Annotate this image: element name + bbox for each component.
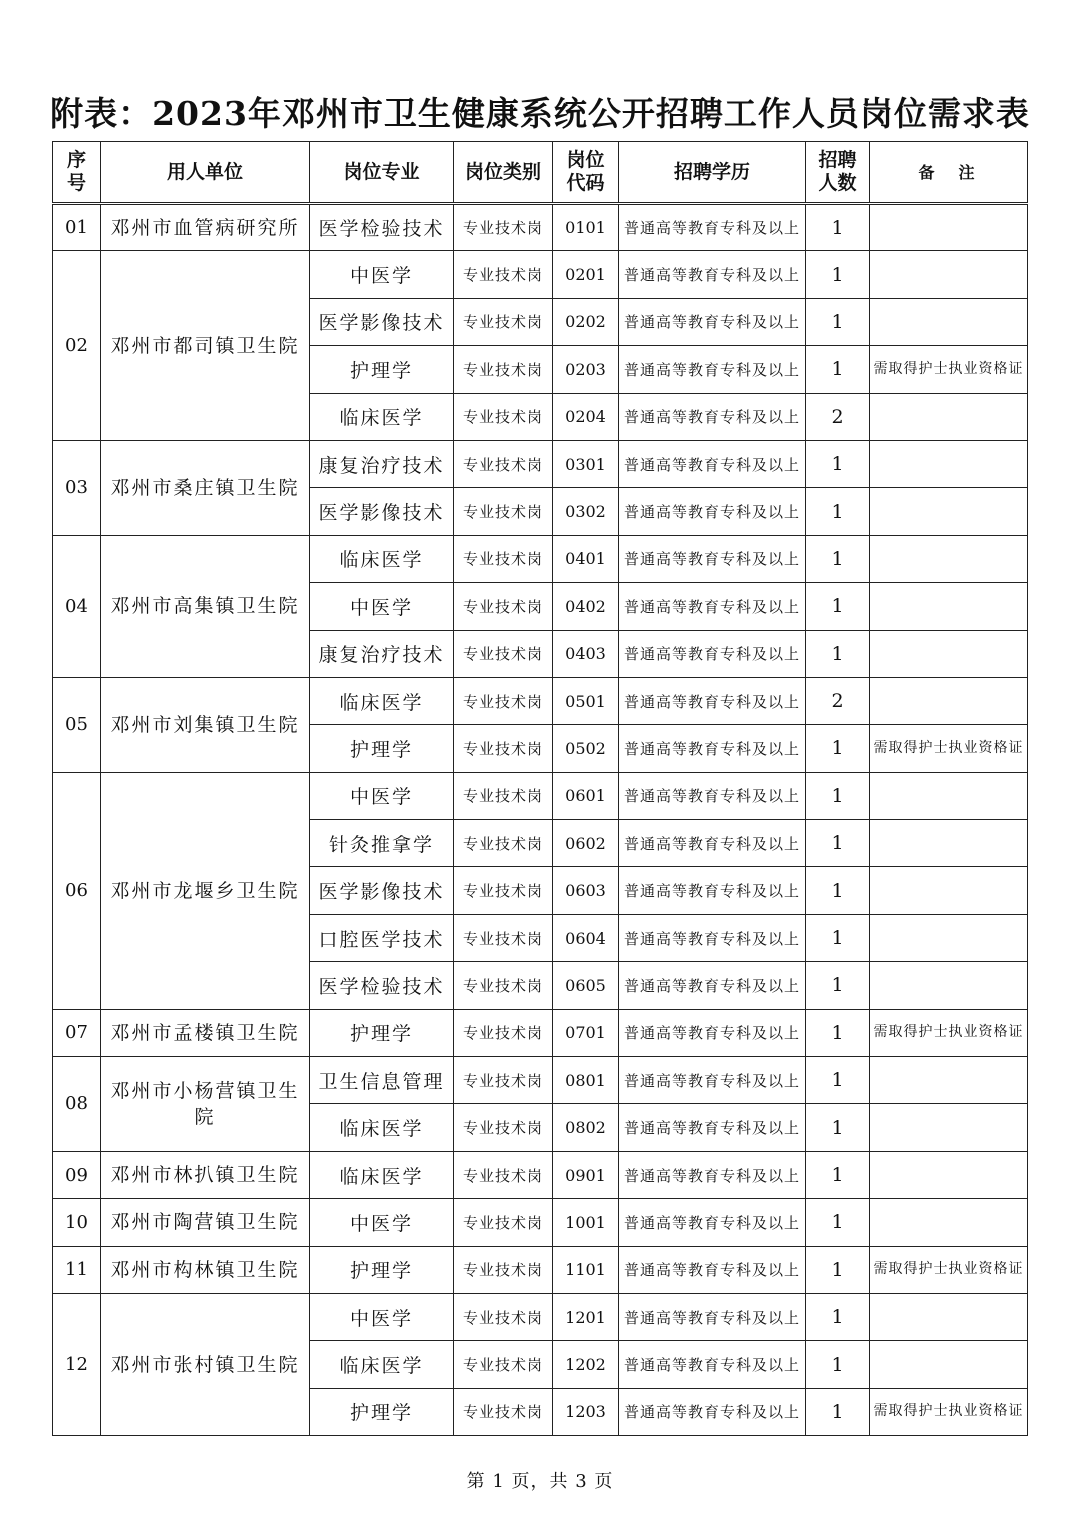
hire-count: 1 (806, 1151, 870, 1198)
education-requirement: 普通高等教育专科及以上 (619, 1104, 806, 1151)
remark (870, 488, 1028, 535)
position-type: 专业技术岗 (454, 914, 553, 961)
table-row (53, 1199, 1028, 1246)
group-number: 10 (53, 1199, 101, 1246)
position-code: 0502 (553, 725, 619, 772)
education-requirement: 普通高等教育专科及以上 (619, 725, 806, 772)
position-code: 1203 (553, 1388, 619, 1435)
remark (870, 1341, 1028, 1388)
position-type: 专业技术岗 (454, 1199, 553, 1246)
position-code: 0701 (553, 1009, 619, 1056)
position-major: 医学检验技术 (310, 962, 454, 1009)
position-type: 专业技术岗 (454, 1151, 553, 1198)
position-major: 临床医学 (310, 393, 454, 440)
table-row (53, 1293, 1028, 1340)
hire-count: 1 (806, 867, 870, 914)
remark (870, 393, 1028, 440)
position-major: 临床医学 (310, 1341, 454, 1388)
header-no: 序号 (53, 142, 101, 204)
position-code: 0403 (553, 630, 619, 677)
position-major: 康复治疗技术 (310, 630, 454, 677)
employer-unit: 邓州市都司镇卫生院 (101, 251, 310, 441)
hire-count: 1 (806, 1293, 870, 1340)
employer-unit: 邓州市构林镇卫生院 (101, 1246, 310, 1293)
education-requirement: 普通高等教育专科及以上 (619, 962, 806, 1009)
remark (870, 820, 1028, 867)
position-type: 专业技术岗 (454, 1341, 553, 1388)
position-type: 专业技术岗 (454, 867, 553, 914)
header-code: 岗位代码 (553, 142, 619, 204)
remark (870, 440, 1028, 487)
position-type: 专业技术岗 (454, 535, 553, 582)
education-requirement: 普通高等教育专科及以上 (619, 440, 806, 487)
position-major: 临床医学 (310, 677, 454, 724)
position-code: 1202 (553, 1341, 619, 1388)
position-code: 0601 (553, 772, 619, 819)
education-requirement: 普通高等教育专科及以上 (619, 867, 806, 914)
education-requirement: 普通高等教育专科及以上 (619, 535, 806, 582)
remark (870, 1199, 1028, 1246)
remark: 需取得护士执业资格证 (870, 346, 1028, 393)
position-type: 专业技术岗 (454, 630, 553, 677)
position-major: 医学影像技术 (310, 488, 454, 535)
hire-count: 1 (806, 251, 870, 298)
position-type: 专业技术岗 (454, 204, 553, 251)
position-code: 0604 (553, 914, 619, 961)
remark (870, 204, 1028, 251)
group-number: 12 (53, 1293, 101, 1435)
position-type: 专业技术岗 (454, 583, 553, 630)
position-major: 中医学 (310, 583, 454, 630)
remark (870, 1104, 1028, 1151)
hire-count: 1 (806, 1246, 870, 1293)
group-number: 05 (53, 677, 101, 772)
hire-count: 1 (806, 1388, 870, 1435)
position-code: 0204 (553, 393, 619, 440)
position-major: 护理学 (310, 1246, 454, 1293)
position-type: 专业技术岗 (454, 251, 553, 298)
hire-count: 1 (806, 535, 870, 582)
remark (870, 251, 1028, 298)
remark: 需取得护士执业资格证 (870, 1246, 1028, 1293)
position-major: 康复治疗技术 (310, 440, 454, 487)
position-major: 医学检验技术 (310, 204, 454, 251)
position-code: 0402 (553, 583, 619, 630)
position-major: 针灸推拿学 (310, 820, 454, 867)
position-type: 专业技术岗 (454, 772, 553, 819)
position-type: 专业技术岗 (454, 1293, 553, 1340)
hire-count: 1 (806, 1009, 870, 1056)
position-code: 0602 (553, 820, 619, 867)
remark (870, 1151, 1028, 1198)
header-edu: 招聘学历 (619, 142, 806, 204)
employer-unit: 邓州市桑庄镇卫生院 (101, 440, 310, 535)
position-type: 专业技术岗 (454, 346, 553, 393)
header-unit: 用人单位 (101, 142, 310, 204)
employer-unit: 邓州市刘集镇卫生院 (101, 677, 310, 772)
remark (870, 962, 1028, 1009)
group-number: 06 (53, 772, 101, 1009)
hire-count: 1 (806, 583, 870, 630)
table-row (53, 1151, 1028, 1198)
education-requirement: 普通高等教育专科及以上 (619, 820, 806, 867)
position-major: 中医学 (310, 772, 454, 819)
education-requirement: 普通高等教育专科及以上 (619, 1246, 806, 1293)
position-major: 临床医学 (310, 1151, 454, 1198)
hire-count: 1 (806, 204, 870, 251)
table-header-row (53, 142, 1028, 204)
position-major: 中医学 (310, 1293, 454, 1340)
education-requirement: 普通高等教育专科及以上 (619, 251, 806, 298)
table-row (53, 1009, 1028, 1056)
education-requirement: 普通高等教育专科及以上 (619, 772, 806, 819)
position-code: 0801 (553, 1057, 619, 1104)
education-requirement: 普通高等教育专科及以上 (619, 393, 806, 440)
education-requirement: 普通高等教育专科及以上 (619, 1341, 806, 1388)
position-type: 专业技术岗 (454, 1009, 553, 1056)
position-major: 医学影像技术 (310, 867, 454, 914)
remark: 需取得护士执业资格证 (870, 1388, 1028, 1435)
position-code: 1101 (553, 1246, 619, 1293)
position-major: 护理学 (310, 1009, 454, 1056)
employer-unit: 邓州市陶营镇卫生院 (101, 1199, 310, 1246)
table-body (53, 204, 1028, 1436)
education-requirement: 普通高等教育专科及以上 (619, 1388, 806, 1435)
group-number: 02 (53, 251, 101, 441)
hire-count: 2 (806, 677, 870, 724)
education-requirement: 普通高等教育专科及以上 (619, 914, 806, 961)
recruitment-table (52, 141, 1028, 1436)
remark (870, 583, 1028, 630)
group-number: 11 (53, 1246, 101, 1293)
position-code: 0603 (553, 867, 619, 914)
position-type: 专业技术岗 (454, 677, 553, 724)
table-row (53, 535, 1028, 582)
hire-count: 1 (806, 725, 870, 772)
remark (870, 535, 1028, 582)
position-code: 1201 (553, 1293, 619, 1340)
hire-count: 1 (806, 772, 870, 819)
position-code: 0203 (553, 346, 619, 393)
position-major: 护理学 (310, 346, 454, 393)
position-type: 专业技术岗 (454, 1388, 553, 1435)
hire-count: 1 (806, 1199, 870, 1246)
table-row (53, 251, 1028, 298)
group-number: 04 (53, 535, 101, 677)
remark: 需取得护士执业资格证 (870, 725, 1028, 772)
remark (870, 914, 1028, 961)
position-type: 专业技术岗 (454, 440, 553, 487)
hire-count: 1 (806, 820, 870, 867)
table-row (53, 1246, 1028, 1293)
education-requirement: 普通高等教育专科及以上 (619, 1057, 806, 1104)
education-requirement: 普通高等教育专科及以上 (619, 298, 806, 345)
remark (870, 867, 1028, 914)
hire-count: 2 (806, 393, 870, 440)
position-major: 中医学 (310, 1199, 454, 1246)
hire-count: 1 (806, 1057, 870, 1104)
position-major: 护理学 (310, 725, 454, 772)
remark (870, 1057, 1028, 1104)
group-number: 01 (53, 204, 101, 251)
table-row (53, 204, 1028, 251)
position-major: 卫生信息管理 (310, 1057, 454, 1104)
position-code: 0301 (553, 440, 619, 487)
education-requirement: 普通高等教育专科及以上 (619, 204, 806, 251)
employer-unit: 邓州市张村镇卫生院 (101, 1293, 310, 1435)
position-code: 0302 (553, 488, 619, 535)
remark (870, 1293, 1028, 1340)
position-code: 0901 (553, 1151, 619, 1198)
header-num: 招聘人数 (806, 142, 870, 204)
group-number: 07 (53, 1009, 101, 1056)
group-number: 08 (53, 1057, 101, 1152)
hire-count: 1 (806, 962, 870, 1009)
education-requirement: 普通高等教育专科及以上 (619, 1151, 806, 1198)
remark (870, 630, 1028, 677)
position-type: 专业技术岗 (454, 1057, 553, 1104)
hire-count: 1 (806, 298, 870, 345)
education-requirement: 普通高等教育专科及以上 (619, 488, 806, 535)
hire-count: 1 (806, 488, 870, 535)
position-code: 0101 (553, 204, 619, 251)
header-major: 岗位专业 (310, 142, 454, 204)
hire-count: 1 (806, 440, 870, 487)
position-major: 医学影像技术 (310, 298, 454, 345)
group-number: 09 (53, 1151, 101, 1198)
employer-unit: 邓州市龙堰乡卫生院 (101, 772, 310, 1009)
education-requirement: 普通高等教育专科及以上 (619, 1009, 806, 1056)
position-type: 专业技术岗 (454, 820, 553, 867)
table-row (53, 772, 1028, 819)
position-type: 专业技术岗 (454, 393, 553, 440)
position-major: 临床医学 (310, 535, 454, 582)
position-type: 专业技术岗 (454, 725, 553, 772)
page-title: 附表：2023年邓州市卫生健康系统公开招聘工作人员岗位需求表 (50, 94, 1030, 133)
employer-unit: 邓州市血管病研究所 (101, 204, 310, 251)
remark: 需取得护士执业资格证 (870, 1009, 1028, 1056)
education-requirement: 普通高等教育专科及以上 (619, 1199, 806, 1246)
table-row (53, 1057, 1028, 1104)
position-major: 口腔医学技术 (310, 914, 454, 961)
position-type: 专业技术岗 (454, 962, 553, 1009)
education-requirement: 普通高等教育专科及以上 (619, 630, 806, 677)
hire-count: 1 (806, 630, 870, 677)
position-code: 0201 (553, 251, 619, 298)
header-type: 岗位类别 (454, 142, 553, 204)
remark (870, 677, 1028, 724)
position-code: 0501 (553, 677, 619, 724)
position-code: 0401 (553, 535, 619, 582)
position-code: 0605 (553, 962, 619, 1009)
group-number: 03 (53, 440, 101, 535)
employer-unit: 邓州市高集镇卫生院 (101, 535, 310, 677)
position-major: 临床医学 (310, 1104, 454, 1151)
position-type: 专业技术岗 (454, 488, 553, 535)
employer-unit: 邓州市小杨营镇卫生院 (101, 1057, 310, 1152)
position-code: 0202 (553, 298, 619, 345)
table-row (53, 440, 1028, 487)
education-requirement: 普通高等教育专科及以上 (619, 677, 806, 724)
page-footer: 第 1 页，共 3 页 (466, 1471, 614, 1492)
education-requirement: 普通高等教育专科及以上 (619, 583, 806, 630)
table-row (53, 677, 1028, 724)
education-requirement: 普通高等教育专科及以上 (619, 346, 806, 393)
position-major: 中医学 (310, 251, 454, 298)
position-code: 1001 (553, 1199, 619, 1246)
position-major: 护理学 (310, 1388, 454, 1435)
hire-count: 1 (806, 1341, 870, 1388)
education-requirement: 普通高等教育专科及以上 (619, 1293, 806, 1340)
hire-count: 1 (806, 914, 870, 961)
hire-count: 1 (806, 346, 870, 393)
position-code: 0802 (553, 1104, 619, 1151)
remark (870, 298, 1028, 345)
hire-count: 1 (806, 1104, 870, 1151)
position-type: 专业技术岗 (454, 1104, 553, 1151)
header-note: 备 注 (870, 142, 1028, 204)
employer-unit: 邓州市孟楼镇卫生院 (101, 1009, 310, 1056)
position-type: 专业技术岗 (454, 1246, 553, 1293)
remark (870, 772, 1028, 819)
employer-unit: 邓州市林扒镇卫生院 (101, 1151, 310, 1198)
position-type: 专业技术岗 (454, 298, 553, 345)
